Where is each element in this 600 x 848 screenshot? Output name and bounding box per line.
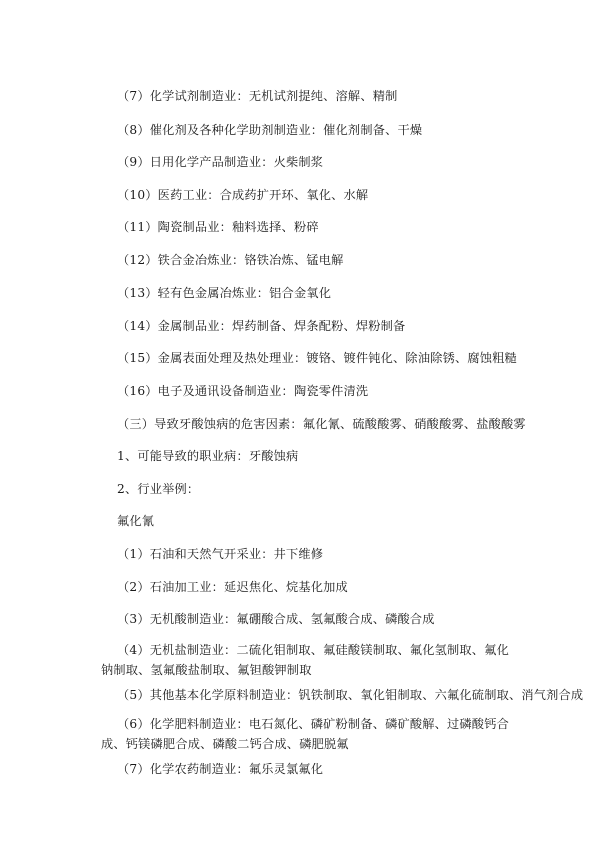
paragraph-chemical-fertilizer: （6）化学肥料制造业：电石氮化、磷矿粉制备、磷矿酸解、过磷酸钙合成、钙镁磷肥合成、磷酸二钙合成、磷肥脱氟 [101,717,509,751]
paragraph-basic-chemical-materials: （5）其他基本化学原料制造业：钒铁制取、氧化钼制取、六氟化硫制取、消气剂合成 [117,688,584,702]
paragraph-ferroalloy: （12）铁合金冶炼业：铬铁冶炼、锰电解 [117,253,344,267]
paragraph-daily-chemical: （9）日用化学产品制造业：火柴制浆 [117,155,324,169]
paragraph-metal-products: （14）金属制品业：焊药制备、焊条配粉、焊粉制备 [117,319,406,333]
paragraph-light-metal-smelting: （13）轻有色金属冶炼业：铝合金氧化 [117,286,332,300]
paragraph-ceramics: （11）陶瓷制品业：釉料选择、粉碎 [117,220,319,234]
subheading-hydrogen-fluoride: 氟化氰 [117,514,155,528]
paragraph-pesticide: （7）化学农药制造业：氟乐灵氯氟化 [117,762,324,776]
paragraph-inorganic-acid: （3）无机酸制造业：氟硼酸合成、氢氟酸合成、磷酸合成 [117,612,435,626]
paragraph-occupational-disease: 1、可能导致的职业病：牙酸蚀病 [117,449,299,463]
paragraph-inorganic-salt: （4）无机盐制造业：二硫化钼制取、氟硅酸镁制取、氟化氢制取、氟化钠制取、氢氟酸盐制取、氟钽酸钾制取 [101,643,509,677]
paragraph-petroleum-processing: （2）石油加工业：延迟焦化、烷基化加成 [117,580,348,594]
paragraph-reagent-manufacturing: （7）化学试剂制造业：无机试剂提纯、溶解、精制 [117,89,398,103]
paragraph-industry-examples: 2、行业举例： [117,482,200,496]
paragraph-oil-gas-extraction: （1）石油和天然气开采业：井下维修 [117,547,324,561]
paragraph-surface-treatment: （15）金属表面处理及热处理业：镀铬、镀件钝化、除油除锈、腐蚀粗糙 [117,351,517,365]
section-heading-dental-erosion: （三）导致牙酸蚀病的危害因素：氟化氰、硫酸酸雾、硝酸酸雾、盐酸酸雾 [117,417,526,431]
paragraph-catalyst-manufacturing: （8）催化剂及各种化学助剂制造业：催化剂制备、干燥 [117,123,423,137]
paragraph-pharmaceutical: （10）医药工业：合成药扩开环、氧化、水解 [117,188,369,202]
paragraph-electronics: （16）电子及通讯设备制造业：陶瓷零件清洗 [117,384,369,398]
